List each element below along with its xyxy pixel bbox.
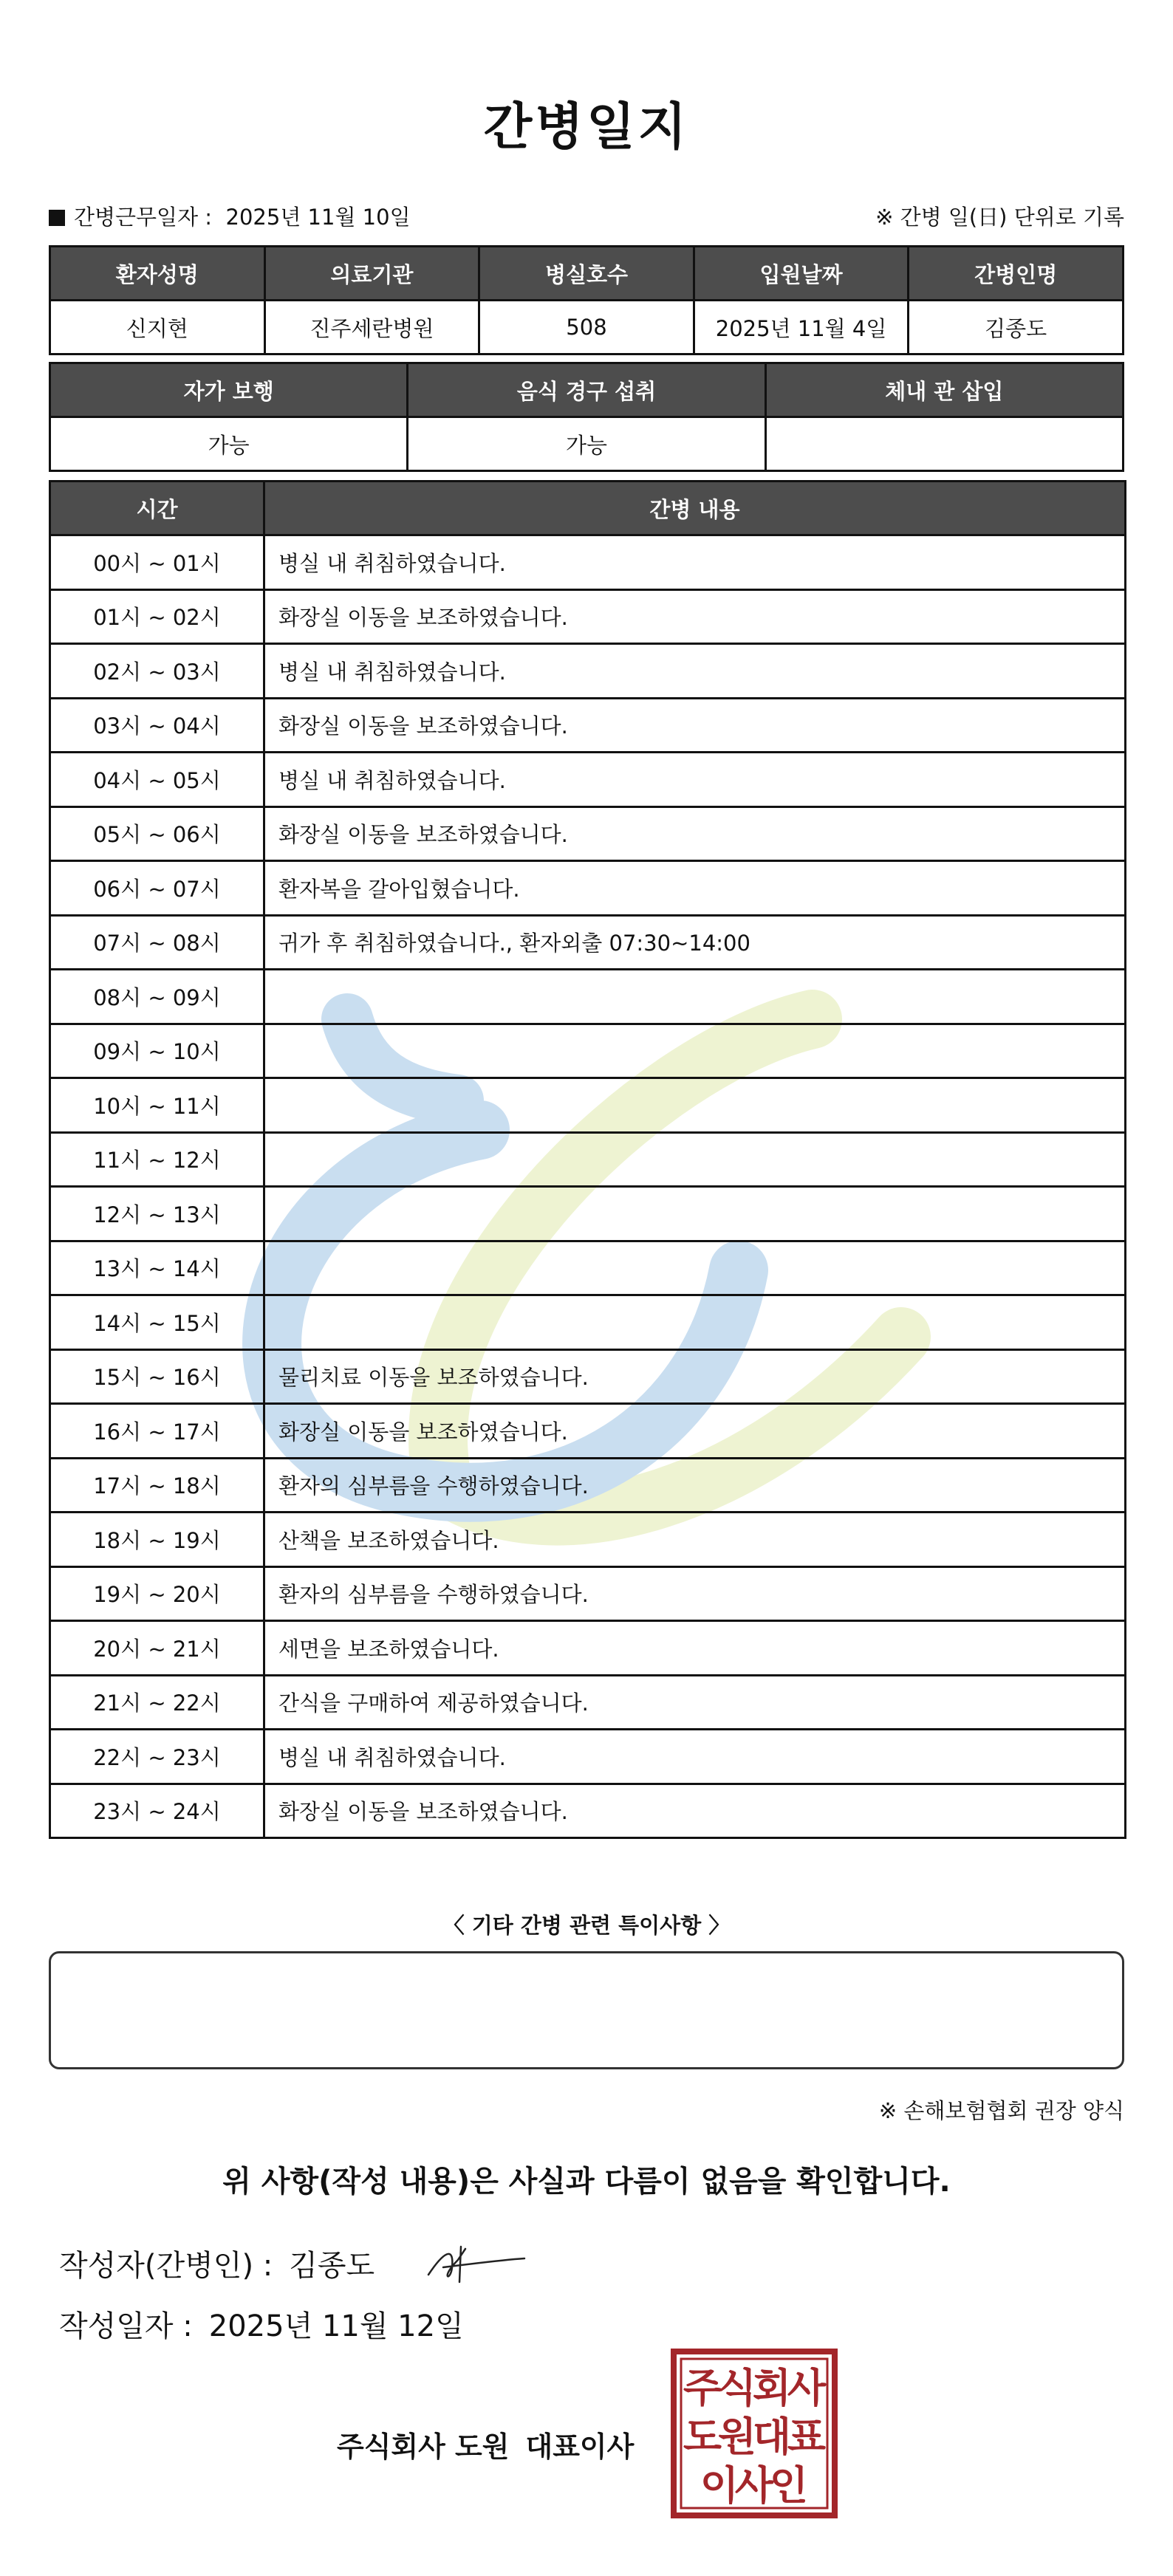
svg-text:식: 식 — [717, 2365, 757, 2411]
write-date-label: 작성일자 : — [59, 2309, 193, 2343]
time-cell: 01시 ~ 02시 — [50, 589, 264, 644]
table-row — [50, 1078, 1126, 1133]
table-row — [50, 1730, 1126, 1784]
table-row — [50, 753, 1126, 807]
content-cell: 병실 내 취침하였습니다. — [264, 644, 1126, 699]
time-cell: 23시 ~ 24시 — [50, 1784, 264, 1838]
hospital-name: 진주세란병원 — [264, 301, 479, 354]
content-cell: 귀가 후 취침하였습니다., 환자외출 07:30~14:00 — [264, 915, 1126, 970]
table-row — [50, 1513, 1126, 1567]
content-cell — [264, 1295, 1126, 1350]
table-row — [50, 1187, 1126, 1241]
content-cell: 환자의 심부름을 수행하였습니다. — [264, 1458, 1126, 1513]
table-row — [50, 1024, 1126, 1078]
patient-name: 신지현 — [50, 301, 265, 354]
room-number: 508 — [479, 301, 694, 354]
time-cell: 22시 ~ 23시 — [50, 1730, 264, 1784]
page-title: 간병일지 — [483, 98, 690, 157]
content-cell: 화장실 이동을 보조하였습니다. — [264, 1784, 1126, 1838]
svg-text:사: 사 — [787, 2365, 827, 2411]
table-row — [50, 915, 1126, 970]
write-date-value: 2025년 11월 12일 — [208, 2309, 464, 2343]
work-date — [49, 201, 411, 231]
time-cell: 21시 ~ 22시 — [50, 1675, 264, 1730]
caregiver-name: 김종도 — [909, 301, 1124, 354]
table-row — [50, 970, 1126, 1024]
time-cell: 14시 ~ 15시 — [50, 1295, 264, 1350]
time-cell: 20시 ~ 21시 — [50, 1621, 264, 1676]
special-notes-box — [49, 1951, 1124, 2069]
svg-text:사: 사 — [734, 2462, 774, 2509]
hourly-log-table — [49, 480, 1126, 1839]
header-room: 병실호수 — [479, 247, 694, 301]
special-notes-title: 〈 기타 간병 관련 특이사항 〉 — [442, 1913, 731, 1938]
oral-intake-status: 가능 — [408, 417, 765, 471]
table-row — [50, 1621, 1126, 1676]
content-cell — [264, 1024, 1126, 1078]
content-cell: 세면을 보조하였습니다. — [264, 1621, 1126, 1676]
content-cell: 물리치료 이동을 보조하였습니다. — [264, 1349, 1126, 1404]
time-cell: 06시 ~ 07시 — [50, 861, 264, 916]
content-cell: 화장실 이동을 보조하였습니다. — [264, 698, 1126, 753]
svg-text:표: 표 — [787, 2414, 827, 2460]
table-row — [50, 1566, 1126, 1621]
time-cell: 11시 ~ 12시 — [50, 1132, 264, 1187]
svg-text:도: 도 — [683, 2414, 722, 2460]
record-unit-note: ※ 간병 일(日) 단위로 기록 — [875, 205, 1124, 230]
content-cell: 화장실 이동을 보조하였습니다. — [264, 1404, 1126, 1459]
table-row — [50, 1295, 1126, 1350]
time-cell: 15시 ~ 16시 — [50, 1349, 264, 1404]
content-cell — [264, 1078, 1126, 1133]
header-walking: 자가 보행 — [50, 363, 408, 417]
header-hospital: 의료기관 — [264, 247, 479, 301]
confirmation-statement: 위 사항(작성 내용)은 사실과 다름이 없음을 확인합니다. — [222, 2165, 951, 2199]
table-row — [50, 698, 1126, 753]
time-cell: 04시 ~ 05시 — [50, 753, 264, 807]
time-cell: 12시 ~ 13시 — [50, 1187, 264, 1241]
svg-text:회: 회 — [752, 2365, 792, 2411]
ceo-title: 대표이사 — [525, 2431, 635, 2463]
writer-line — [59, 2242, 375, 2284]
table-row — [50, 1784, 1126, 1838]
header-patient-name: 환자성명 — [50, 247, 265, 301]
work-date-label: 간병근무일자 : — [74, 205, 213, 230]
time-cell: 16시 ~ 17시 — [50, 1404, 264, 1459]
content-cell: 병실 내 취침하였습니다. — [264, 1730, 1126, 1784]
table-row — [50, 1241, 1126, 1295]
table-row — [50, 806, 1126, 861]
content-cell: 간식을 구매하여 제공하였습니다. — [264, 1675, 1126, 1730]
company-line — [337, 2424, 634, 2464]
table-row — [50, 644, 1126, 699]
content-cell: 환자의 심부름을 수행하였습니다. — [264, 1566, 1126, 1621]
time-cell: 09시 ~ 10시 — [50, 1024, 264, 1078]
time-cell: 18시 ~ 19시 — [50, 1513, 264, 1567]
signature-image — [414, 2238, 532, 2289]
form-source-note: ※ 손해보험협회 권장 양식 — [878, 2098, 1124, 2123]
content-cell: 환자복을 갈아입혔습니다. — [264, 861, 1126, 916]
company-name: 주식회사 도원 — [337, 2431, 510, 2463]
writer-name: 김종도 — [289, 2249, 375, 2283]
tube-status — [765, 417, 1123, 471]
svg-text:주: 주 — [683, 2365, 722, 2411]
content-cell: 병실 내 취침하였습니다. — [264, 535, 1126, 590]
time-cell: 05시 ~ 06시 — [50, 806, 264, 861]
write-date-line — [59, 2303, 464, 2345]
square-bullet-icon — [49, 210, 65, 226]
table-row — [50, 1349, 1126, 1404]
writer-label: 작성자(간병인) : — [59, 2249, 273, 2283]
content-cell: 화장실 이동을 보조하였습니다. — [264, 806, 1126, 861]
walking-status: 가능 — [50, 417, 408, 471]
time-cell: 08시 ~ 09시 — [50, 970, 264, 1024]
work-date-value: 2025년 11월 10일 — [225, 205, 411, 230]
time-cell: 13시 ~ 14시 — [50, 1241, 264, 1295]
content-cell — [264, 1187, 1126, 1241]
content-cell: 산책을 보조하였습니다. — [264, 1513, 1126, 1567]
time-cell: 07시 ~ 08시 — [50, 915, 264, 970]
table-row — [50, 1675, 1126, 1730]
time-cell: 10시 ~ 11시 — [50, 1078, 264, 1133]
content-cell — [264, 1241, 1126, 1295]
table-row — [50, 589, 1126, 644]
header-oral-intake: 음식 경구 섭취 — [408, 363, 765, 417]
svg-text:대: 대 — [752, 2414, 792, 2460]
time-cell: 19시 ~ 20시 — [50, 1566, 264, 1621]
content-cell: 병실 내 취침하였습니다. — [264, 753, 1126, 807]
table-row — [50, 1458, 1126, 1513]
table-row — [50, 1132, 1126, 1187]
company-seal-stamp — [671, 2349, 838, 2518]
header-caregiver: 간병인명 — [909, 247, 1124, 301]
patient-info-table — [49, 245, 1124, 355]
table-row — [50, 861, 1126, 916]
time-cell: 02시 ~ 03시 — [50, 644, 264, 699]
content-cell: 화장실 이동을 보조하였습니다. — [264, 589, 1126, 644]
header-tube: 체내 관 삽입 — [765, 363, 1123, 417]
svg-text:원: 원 — [717, 2414, 757, 2460]
table-row — [50, 535, 1126, 590]
time-cell: 17시 ~ 18시 — [50, 1458, 264, 1513]
time-cell: 00시 ~ 01시 — [50, 535, 264, 590]
admission-date: 2025년 11월 4일 — [694, 301, 909, 354]
header-time: 시간 — [50, 482, 264, 535]
content-cell — [264, 970, 1126, 1024]
content-cell — [264, 1132, 1126, 1187]
header-admission-date: 입원날짜 — [694, 247, 909, 301]
header-care-content: 간병 내용 — [264, 482, 1126, 535]
svg-text:이: 이 — [700, 2462, 739, 2509]
time-cell: 03시 ~ 04시 — [50, 698, 264, 753]
table-row — [50, 1404, 1126, 1459]
svg-text:인: 인 — [769, 2462, 809, 2509]
patient-status-table — [49, 362, 1124, 472]
